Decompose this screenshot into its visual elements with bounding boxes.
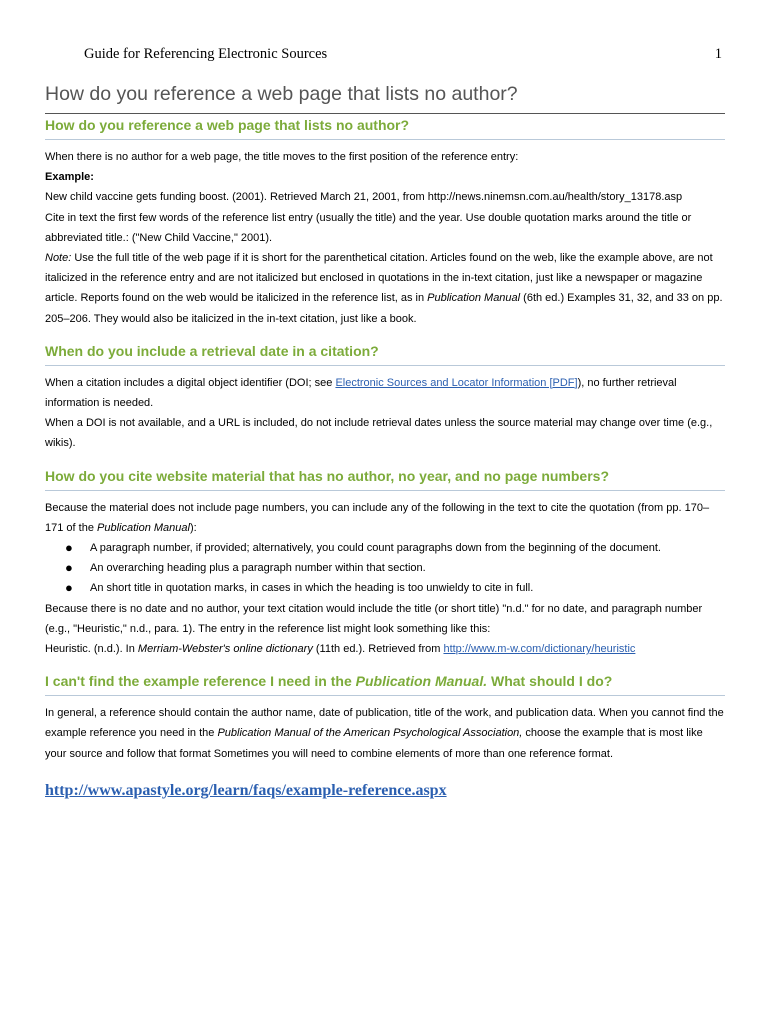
paragraph: When a citation includes a digital object identifier (DOI; see Electronic Sources and Locator Information [PDF]), no further retrieval information is needed.: [45, 376, 677, 410]
list-item: ● A paragraph number, if provided; alternatively, you could count paragraphs down from the beginning of the document.: [45, 538, 725, 558]
note-label: Note:: [45, 252, 72, 265]
electronic-sources-link[interactable]: Electronic Sources and Locator Information [PDF]: [335, 376, 578, 389]
section-retrieval-date: [45, 342, 725, 454]
paragraph: Because there is no date and no author, your text citation would include the title (or short title) "n.d." for no date, and paragraph number (e.g., "Heuristic," n.d., para. 1). The entry in the reference list might look something like this:: [45, 602, 703, 635]
paragraph: When there is no author for a web page, the title moves to the first position of the reference entry:: [45, 151, 519, 163]
section-heading: When do you include a retrieval date in a citation?: [45, 342, 725, 366]
list-item: ● An short title in quotation marks, in cases in which the heading is too unwieldy to cite in full.: [45, 578, 725, 598]
section-no-author-year-page: [45, 467, 725, 660]
bullet-icon: ●: [65, 540, 73, 556]
example-reference: New child vaccine gets funding boost. (2001). Retrieved March 21, 2001, from http://news.ninemsn.com.au/health/story_13178.asp: [45, 191, 683, 204]
section-cant-find-example: [45, 672, 725, 764]
example-reference: Heuristic. (n.d.). In Merriam-Webster's online dictionary (11th ed.). Retrieved from http://www.m-w.com/dictionary/heuristic: [45, 643, 636, 656]
section-no-author: [45, 116, 725, 329]
bullet-icon: ●: [65, 580, 73, 596]
paragraph: In general, a reference should contain the author name, date of publication, title of the work, and publication data. When you cannot find the example reference you need in the Publication Manual of the American Psychological Association, choose the example that is most like your source and follow that format Sometimes you will need to combine elements of more than one reference format.: [45, 707, 724, 760]
bullet-list: [45, 538, 725, 599]
note-paragraph: Note: Use the full title of the web page if it is short for the parenthetical citation. Articles found on the web, like the example above, are not italicized in the reference entry and are not italicized but enclosed in quotations in the in-text citation, just like a newspaper or magazine article. Reports found on the web would be italicized in the reference list, as in Publication Manual (6th ed.) Examples 31, 32, and 33 on pp. 205–206. They would also be italicized in the in-text citation, just like a book.: [45, 252, 723, 325]
example-label: Example:: [45, 171, 94, 184]
section-heading: How do you reference a web page that lists no author?: [45, 116, 725, 140]
apastyle-faq-link[interactable]: http://www.apastyle.org/learn/faqs/example-reference.aspx: [45, 781, 447, 799]
merriam-webster-link[interactable]: http://www.m-w.com/dictionary/heuristic: [443, 643, 636, 656]
page-number: 1: [714, 46, 722, 62]
section-heading: I can't find the example reference I need in the Publication Manual. What should I do?: [45, 672, 725, 696]
running-head: Guide for Referencing Electronic Sources: [84, 46, 328, 62]
paragraph: When a DOI is not available, and a URL is included, do not include retrieval dates unless the source material may change over time (e.g., wikis).: [45, 417, 713, 450]
paragraph: Cite in text the first few words of the reference list entry (usually the title) and the year. Use double quotation marks around the title or abbreviated title.: ("New Child Vaccine," 2001).: [45, 211, 692, 244]
document-body: [45, 116, 725, 800]
title-divider: [45, 113, 725, 114]
bullet-icon: ●: [65, 560, 73, 576]
page-title: How do you reference a web page that lists no author?: [45, 83, 518, 105]
section-heading: How do you cite website material that has no author, no year, and no page numbers?: [45, 467, 725, 491]
list-item: ● An overarching heading plus a paragraph number within that section.: [45, 558, 725, 578]
paragraph: Because the material does not include page numbers, you can include any of the following in the text to cite the quotation (from pp. 170–171 of the Publication Manual):: [45, 501, 710, 534]
